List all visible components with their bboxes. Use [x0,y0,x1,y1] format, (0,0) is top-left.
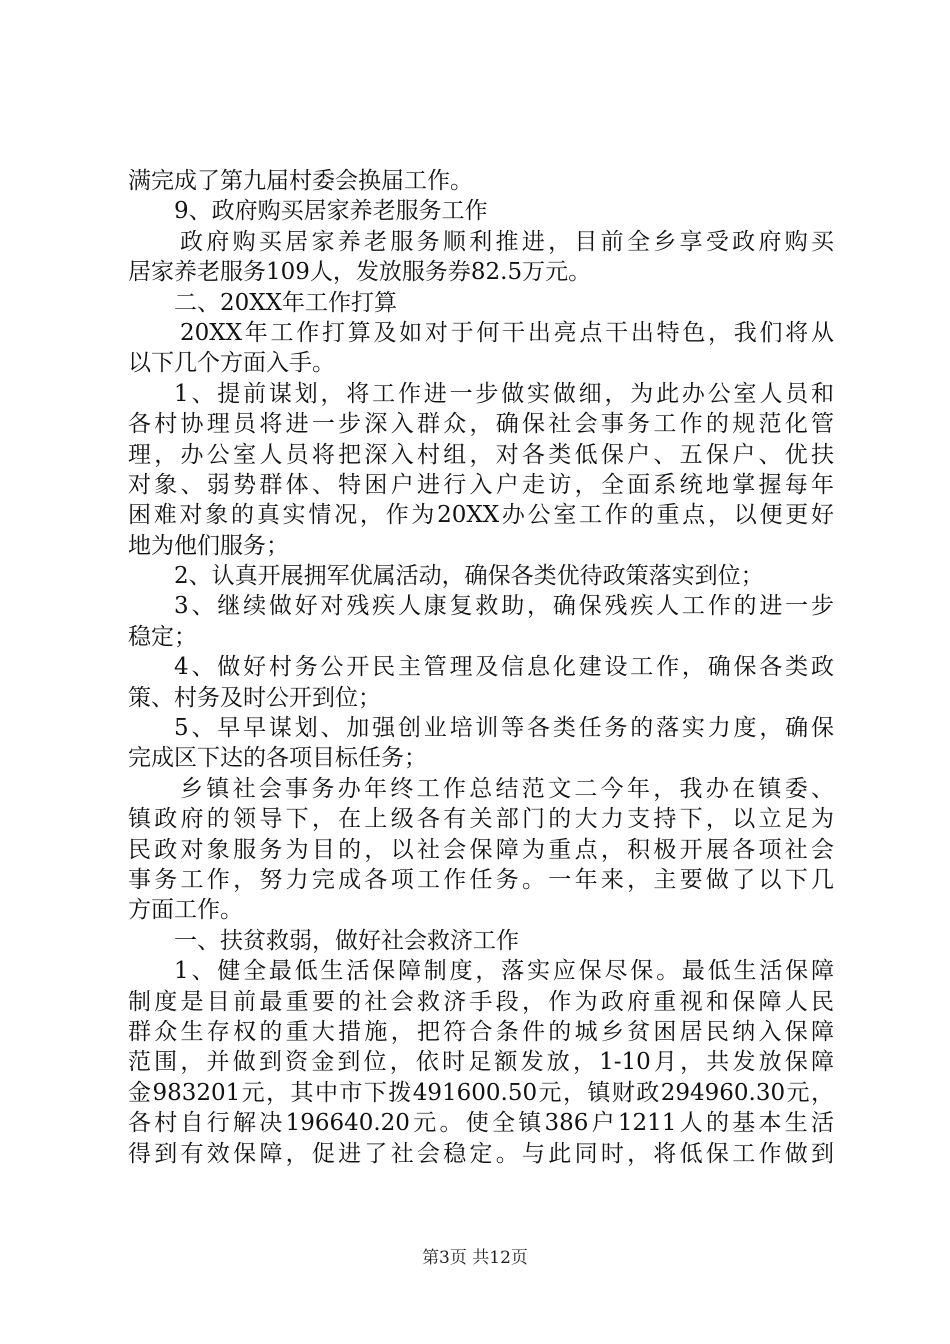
text-line: 各村协理员将进一步深入群众，确保社会事务工作的规范化管 [128,411,834,438]
text-line: 9、政府购买居家养老服务工作 [174,198,488,225]
text-line: 策、村务及时公开到位； [128,684,381,711]
text-line: 1、健全最低生活保障制度，落实应保尽保。最低生活保障 [174,958,834,985]
page-number-footer: 第3页 共12页 [422,1248,528,1268]
text-line: 镇政府的领导下，在上级各有关部门的大力支持下，以立足为 [128,806,834,833]
text-line: 理，办公室人员将把深入村组，对各类低保户、五保户、优扶 [128,441,834,468]
text-line: 方面工作。 [128,897,243,924]
text-line: 得到有效保障，促进了社会稳定。与此同时，将低保工作做到 [128,1140,834,1167]
section-heading: 一、扶贫救弱，做好社会救济工作 [174,927,519,954]
document-body [128,166,834,1169]
text-line: 5、早早谋划、加强创业培训等各类任务的落实力度，确保 [174,715,834,742]
text-line: 政府购买居家养老服务顺利推进，目前全乡享受政府购买 [180,228,834,255]
text-line: 民政对象服务为目的，以社会保障为重点，积极开展各项社会 [128,836,834,863]
text-line: 金983201元，其中市下拨491600.50元，镇财政294960.30元， [128,1079,834,1106]
section-heading: 二、20XX年工作打算 [174,289,398,316]
text-line: 稳定； [128,623,197,650]
text-line: 3、继续做好对残疾人康复救助，确保残疾人工作的进一步 [174,593,834,620]
text-line: 完成区下达的各项目标任务； [128,745,427,772]
text-line: 4、做好村务公开民主管理及信息化建设工作，确保各类政 [174,654,834,681]
text-line: 对象、弱势群体、特困户进行入户走访，全面系统地掌握每年 [128,471,834,498]
text-line: 制度是目前最重要的社会救济手段，作为政府重视和保障人民 [128,988,834,1015]
text-line: 地为他们服务； [128,532,289,559]
text-line: 群众生存权的重大措施，把符合条件的城乡贫困居民纳入保障 [128,1018,834,1045]
text-line: 1、提前谋划，将工作进一步做实做细，为此办公室人员和 [174,380,834,407]
text-line: 20XX年工作打算及如对于何干出亮点干出特色，我们将从 [180,319,834,346]
text-line: 以下几个方面入手。 [128,350,335,377]
text-line: 困难对象的真实情况，作为20XX办公室工作的重点，以便更好 [128,502,834,529]
text-line: 2、认真开展拥军优属活动，确保各类优待政策落实到位； [174,563,764,590]
text-line: 各村自行解决196640.20元。使全镇386户1211人的基本生活 [128,1110,834,1137]
text-line: 满完成了第九届村委会换届工作。 [128,168,473,194]
text-line: 居家养老服务109人，发放服务券82.5万元。 [128,259,592,286]
text-line: 乡镇社会事务办年终工作总结范文二今年，我办在镇委、 [180,775,834,802]
text-line: 范围，并做到资金到位，依时足额发放，1-10月，共发放保障 [128,1049,834,1076]
text-line: 事务工作，努力完成各项工作任务。一年来，主要做了以下几 [128,866,834,893]
